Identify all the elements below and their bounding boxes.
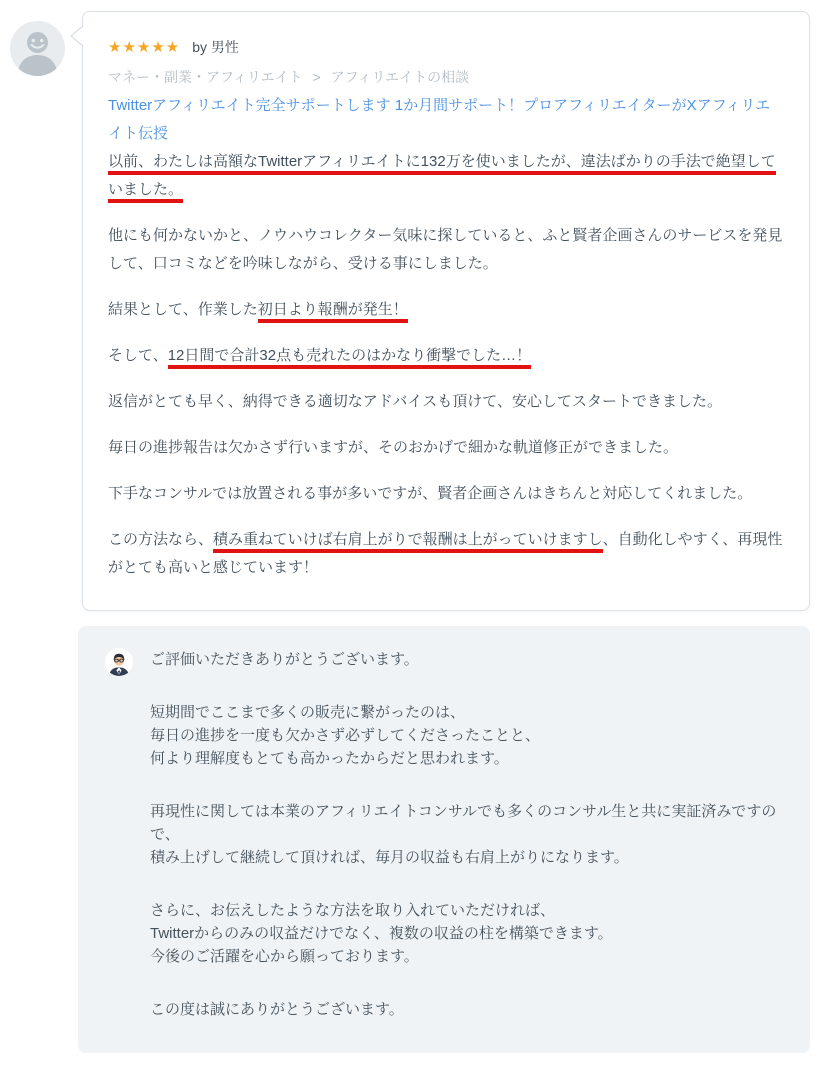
- review-text: この方法なら、: [108, 531, 214, 548]
- person-silhouette-smiley-icon: [10, 21, 65, 76]
- review-card: [82, 11, 810, 611]
- reply-paragraph: さらに、お伝えしたような方法を取り入れていただければ、 Twitterからのみの収益だけでなく、複数の収益の柱を構築できます。 今後のご活躍を心から願っております。: [150, 902, 613, 965]
- review-paragraph: [108, 526, 784, 582]
- breadcrumb-separator: >: [312, 69, 321, 85]
- reply-paragraph: この度は誠にありがとうございます。: [150, 1001, 404, 1018]
- seller-avatar: [105, 648, 133, 676]
- seller-reply-box: [78, 626, 810, 1053]
- highlighted-review-text: 12日間で合計32点も売れたのはかなり衝撃でした…！: [168, 347, 531, 369]
- review-text: 下手なコンサルでは放置される事が多いですが、賢者企画さんはきちんと対応してくれました。: [108, 485, 753, 502]
- review-text: 結果として、作業した: [108, 301, 258, 318]
- breadcrumb: [108, 68, 784, 87]
- breadcrumb-subcategory-link[interactable]: アフィリエイトの相談: [330, 69, 470, 85]
- review-text: 毎日の進捗報告は欠かさず行いますが、そのおかげで細かな軌道修正ができました。: [108, 439, 679, 456]
- rating-stars: ★★★★★: [108, 39, 181, 56]
- review-paragraph: [108, 388, 784, 416]
- rating-row: [108, 38, 784, 57]
- review-text: 他にも何かないかと、ノウハウコレクター気味に探していると、ふと賢者企画さんのサービスを発見して、口コミなどを吟味しながら、受ける事にしました。: [108, 227, 783, 272]
- review-text: 返信がとても早く、納得できる適切なアドバイスも頂けて、安心してスタートできました。: [108, 393, 722, 410]
- review-text: そして、: [108, 347, 168, 364]
- seller-reply-body: [150, 648, 786, 1029]
- review-text: 、自動化しやすく、再現性がとても高いと感じています！: [108, 531, 783, 576]
- review-paragraph: [108, 222, 784, 278]
- breadcrumb-category-link[interactable]: マネー・副業・アフィリエイト: [108, 69, 303, 85]
- reply-paragraph: 短期間でここまで多くの販売に繋がったのは、 毎日の進捗を一度も欠かさず必ずしてくださったことと、 何より理解度もとても高かったからだと思われます。: [150, 704, 541, 767]
- review-paragraph: [108, 480, 784, 508]
- review-body: [108, 148, 784, 582]
- review-paragraph: [108, 434, 784, 462]
- review-paragraph: [108, 296, 784, 324]
- businessman-cartoon-avatar-icon: [105, 648, 133, 676]
- highlighted-review-text: 積み重ねていけば右肩上がりで報酬は上がっていけますし: [213, 531, 603, 553]
- highlighted-review-text: 以前、わたしは高額なTwitterアフィリエイトに132万を使いましたが、違法ばかりの手法で絶望していました。: [108, 153, 776, 203]
- review-paragraph: [108, 148, 784, 204]
- reviewer-avatar: [10, 21, 65, 76]
- highlighted-review-text: 初日より報酬が発生！: [258, 301, 408, 323]
- reply-paragraph: ご評価いただきありがとうございます。: [150, 651, 419, 668]
- service-title-link[interactable]: Twitterアフィリエイト完全サポートします 1か月間サポート！プロアフィリエイターがXアフィリエイト伝授: [108, 97, 771, 142]
- review-paragraph: [108, 342, 784, 370]
- reply-paragraph: 再現性に関しては本業のアフィリエイトコンサルでも多くのコンサル生と共に実証済みですので、 積み上げして継続して頂ければ、毎月の収益も右肩上がりになります。: [150, 803, 777, 866]
- reviewer-byline: by 男性: [192, 39, 239, 55]
- review-page: [0, 11, 825, 1053]
